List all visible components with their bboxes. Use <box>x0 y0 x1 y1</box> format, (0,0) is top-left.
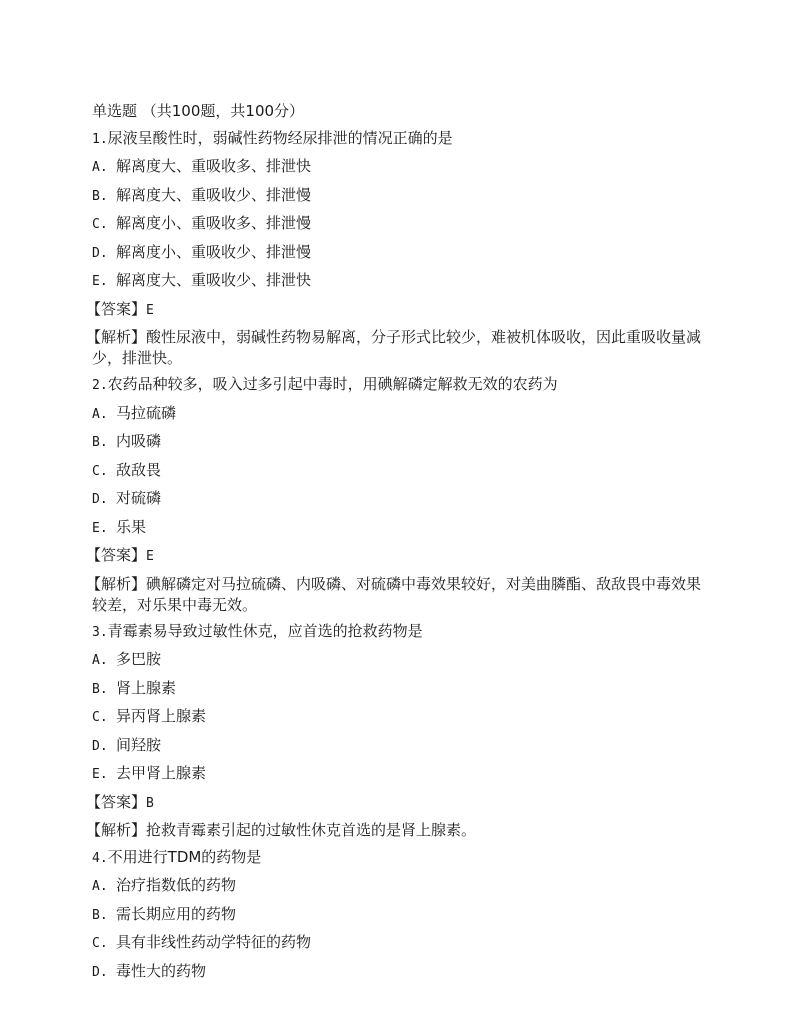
question-number: 3. <box>92 624 108 640</box>
option-a <box>92 872 712 901</box>
question-text: 尿液呈酸性时，弱碱性药物经尿排泄的情况正确的是 <box>107 128 453 147</box>
option-text: 内吸磷 <box>116 432 162 450</box>
question-stem <box>92 844 712 873</box>
analysis-text: 酸性尿液中，弱碱性药物易解离，分子形式比较少，难被机体吸收，因此重吸收量减少，排泄快。 <box>92 328 702 367</box>
analysis-label: 【解析】 <box>86 821 147 839</box>
option-letter: D. <box>92 492 108 507</box>
answer <box>86 789 712 818</box>
question-3 <box>86 618 712 844</box>
option-b <box>92 182 712 211</box>
question-stem <box>92 125 712 154</box>
analysis-label: 【解析】 <box>86 574 147 593</box>
option-letter: C. <box>92 936 108 951</box>
answer-value: E <box>146 302 154 318</box>
analysis <box>86 571 712 618</box>
option-b <box>92 428 712 457</box>
option-letter: E. <box>92 767 108 782</box>
section-header: 单选题 （共100题，共100分） <box>92 102 305 120</box>
question-stem <box>92 618 712 647</box>
answer-label: 【答案】 <box>86 792 147 811</box>
option-b <box>92 675 712 704</box>
option-b <box>92 901 712 930</box>
option-text: 肾上腺素 <box>116 678 177 697</box>
option-text: 解离度大、重吸收少、排泄快 <box>116 271 312 289</box>
option-c <box>92 457 712 486</box>
option-letter: E. <box>92 274 108 289</box>
option-text: 解离度大、重吸收多、排泄快 <box>116 157 312 175</box>
answer-value: B <box>146 795 154 811</box>
question-text: 青霉素易导致过敏性休克，应首选的抢救药物是 <box>107 621 423 640</box>
option-e <box>92 267 712 296</box>
option-letter: B. <box>92 435 108 450</box>
option-c <box>92 929 712 958</box>
option-text: 毒性大的药物 <box>116 961 207 980</box>
option-letter: A. <box>92 160 108 175</box>
option-a <box>92 400 712 429</box>
option-text: 需长期应用的药物 <box>116 904 237 923</box>
option-d <box>92 958 712 987</box>
option-c <box>92 703 712 732</box>
option-letter: D. <box>92 245 108 261</box>
option-letter: B. <box>92 907 108 923</box>
option-letter: B. <box>92 681 108 697</box>
option-text: 具有非线性药动学特征的药物 <box>116 933 312 951</box>
option-letter: C. <box>92 463 108 479</box>
option-a <box>92 646 712 675</box>
option-text: 对硫磷 <box>116 489 162 507</box>
option-c <box>92 210 712 239</box>
question-1 <box>86 125 712 372</box>
document-page <box>86 98 712 986</box>
option-a <box>92 153 712 182</box>
question-number: 1. <box>92 131 108 147</box>
answer <box>86 296 712 325</box>
analysis-text: 抢救青霉素引起的过敏性休克首选的是肾上腺素。 <box>146 821 477 839</box>
option-text: 解离度大、重吸收少、排泄慢 <box>116 185 312 204</box>
answer-value: E <box>146 549 154 564</box>
option-letter: C. <box>92 217 108 232</box>
option-text: 去甲肾上腺素 <box>116 764 207 782</box>
option-letter: A. <box>92 653 108 668</box>
option-letter: C. <box>92 710 108 725</box>
answer-label: 【答案】 <box>86 299 147 318</box>
option-letter: E. <box>92 520 108 536</box>
option-d <box>92 732 712 761</box>
option-e <box>92 760 712 789</box>
option-letter: D. <box>92 738 108 754</box>
answer-label: 【答案】 <box>86 546 147 564</box>
question-number: 4. <box>92 850 108 866</box>
option-text: 多巴胺 <box>116 650 162 668</box>
question-number: 2. <box>92 378 108 393</box>
analysis-label: 【解析】 <box>86 328 147 346</box>
option-text: 异丙肾上腺素 <box>116 707 207 725</box>
analysis <box>86 324 712 371</box>
option-text: 乐果 <box>116 517 147 536</box>
option-text: 治疗指数低的药物 <box>116 876 237 894</box>
option-text: 马拉硫磷 <box>116 403 177 422</box>
answer <box>86 542 712 571</box>
option-letter: A. <box>92 406 108 422</box>
option-text: 解离度小、重吸收多、排泄慢 <box>116 214 312 232</box>
question-text: 不用进行TDM的药物是 <box>107 847 262 866</box>
question-4 <box>92 844 712 987</box>
option-d <box>92 485 712 514</box>
option-text: 间羟胺 <box>116 735 162 754</box>
option-letter: D. <box>92 964 108 980</box>
option-text: 解离度小、重吸收少、排泄慢 <box>116 242 312 261</box>
question-text: 农药品种较多，吸入过多引起中毒时，用碘解磷定解救无效的农药为 <box>107 375 558 393</box>
question-2 <box>86 371 712 618</box>
option-letter: B. <box>92 188 108 204</box>
analysis <box>86 817 712 844</box>
option-letter: A. <box>92 879 108 894</box>
option-d <box>92 239 712 268</box>
option-text: 敌敌畏 <box>116 460 162 479</box>
analysis-text: 碘解磷定对马拉硫磷、内吸磷、对硫磷中毒效果较好，对美曲膦酯、敌敌畏中毒效果较差，对乐果中毒无效。 <box>92 574 702 614</box>
question-stem <box>92 371 712 400</box>
option-e <box>92 514 712 543</box>
